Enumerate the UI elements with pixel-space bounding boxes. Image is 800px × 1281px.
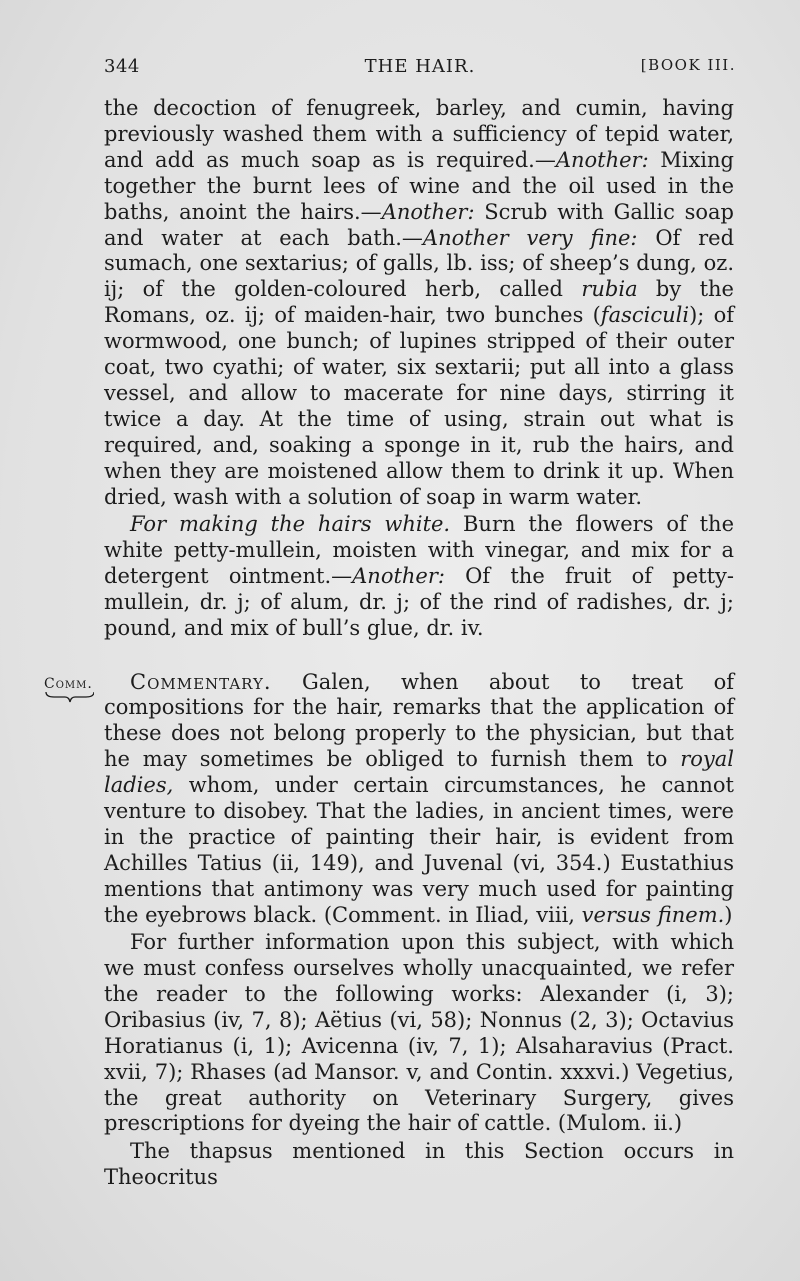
curly-brace-icon — [44, 690, 94, 704]
text-run: Scrub with Gallic soap and water at each bath.— — [104, 199, 734, 250]
page-number: 344 — [104, 56, 140, 77]
paragraph-thapsus — [104, 1139, 734, 1191]
text-run: Of red sumach, one sextarius; of galls, lb. iss; of sheep’s dung, oz. ij; of the golden-coloured herb, called — [104, 225, 735, 302]
margin-note-commentary — [44, 676, 100, 704]
text-run: ); of wormwood, one bunch; of lupines stripped of their outer coat, two cyathi; of water, six sextarii; put all into a glass vessel, and allow to macerate for nine days, stirring it twice a day. At the time of using, strain out what is required, and, soaking a sponge in it, rub the hairs, and when they are moistened allow them to drink it up. When dried, wash with a solution of soap in warm water. — [104, 303, 735, 509]
text-run: whom, under certain circumstances, he cannot venture to disobey. That the ladies, in ancient times, were in the practice of painting their hair, is evident from Achilles Tatius (ii, 149), and Juvenal (vi, 354.) Eustathius mentions that antimony was very much used for painting the eyebrows black. (Comment. in Iliad, viii, — [104, 773, 734, 927]
text-run: For further information upon this subject, with which we must confess ourselves wholly unacquainted, we refer the reader to the following works: Alexander (i, 3); Oribasius (iv, 7, 8); Aëtius (vi, 58); Nonnus (2, 3); Octavius Horatianus (i, 1); Avicenna (iv, 7, 1); Alsaharavius (Pract. xvii, 7); Rhases (ad Mansor. v, and Contin. xxxvi.) Vegetius, the great authority on Veterinary Surgery, gives prescriptions for dyeing the hair of cattle. (Mulom. ii.) — [104, 930, 734, 1136]
paragraph-commentary — [104, 670, 734, 929]
italic-run: Another: — [352, 563, 445, 588]
text-run: Burn the flowers of the white petty-mullein, moisten with vinegar, and mix for a detergent ointment.— — [104, 512, 735, 588]
paragraph-further-information — [104, 930, 734, 1137]
book-reference: [BOOK III. — [640, 56, 736, 74]
running-title: THE HAIR. — [364, 56, 476, 77]
commentary-lead: Commentary. — [130, 669, 272, 694]
text-run: the decoction of fenugreek, barley, and cumin, having previously washed them with a sufficiency of tepid water, and add as much soap as is required.— — [104, 96, 734, 172]
italic-run: rubia — [581, 277, 638, 302]
text-run: ) — [724, 902, 733, 927]
italic-run: versus finem. — [581, 902, 725, 927]
italic-run: Another: — [555, 147, 649, 172]
italic-run: fasciculi — [600, 303, 690, 328]
text-run: The thapsus mentioned in this Section occurs in Theocritus — [104, 1138, 734, 1189]
running-header — [104, 56, 736, 86]
text-run: Mixing together the burnt lees of wine and the oil used in the baths, anoint the hairs.— — [104, 147, 734, 224]
italic-run: Another: — [381, 199, 475, 224]
page-body — [104, 96, 734, 1192]
margin-note-label: Comm. — [44, 676, 93, 692]
text-run: Of the fruit of petty-mullein, dr. j; of alum, dr. j; of the rind of radishes, dr. j; pound, and mix of bull’s glue, dr. iv. — [104, 563, 734, 640]
paragraph-whitening-hair — [104, 512, 734, 642]
italic-run: royal ladies, — [104, 747, 734, 798]
italic-run: For making the hairs white. — [130, 512, 451, 536]
paragraph-hair-wash-recipes — [104, 96, 734, 511]
text-run: by the Romans, oz. ij; of maiden-hair, two bunches ( — [104, 277, 734, 328]
text-run: Galen, when about to treat of compositions for the hair, remarks that the application of these does not belong properly to the physician, but that he may sometimes be obliged to furnish them to — [104, 669, 734, 772]
italic-run: Another very fine: — [422, 225, 638, 250]
